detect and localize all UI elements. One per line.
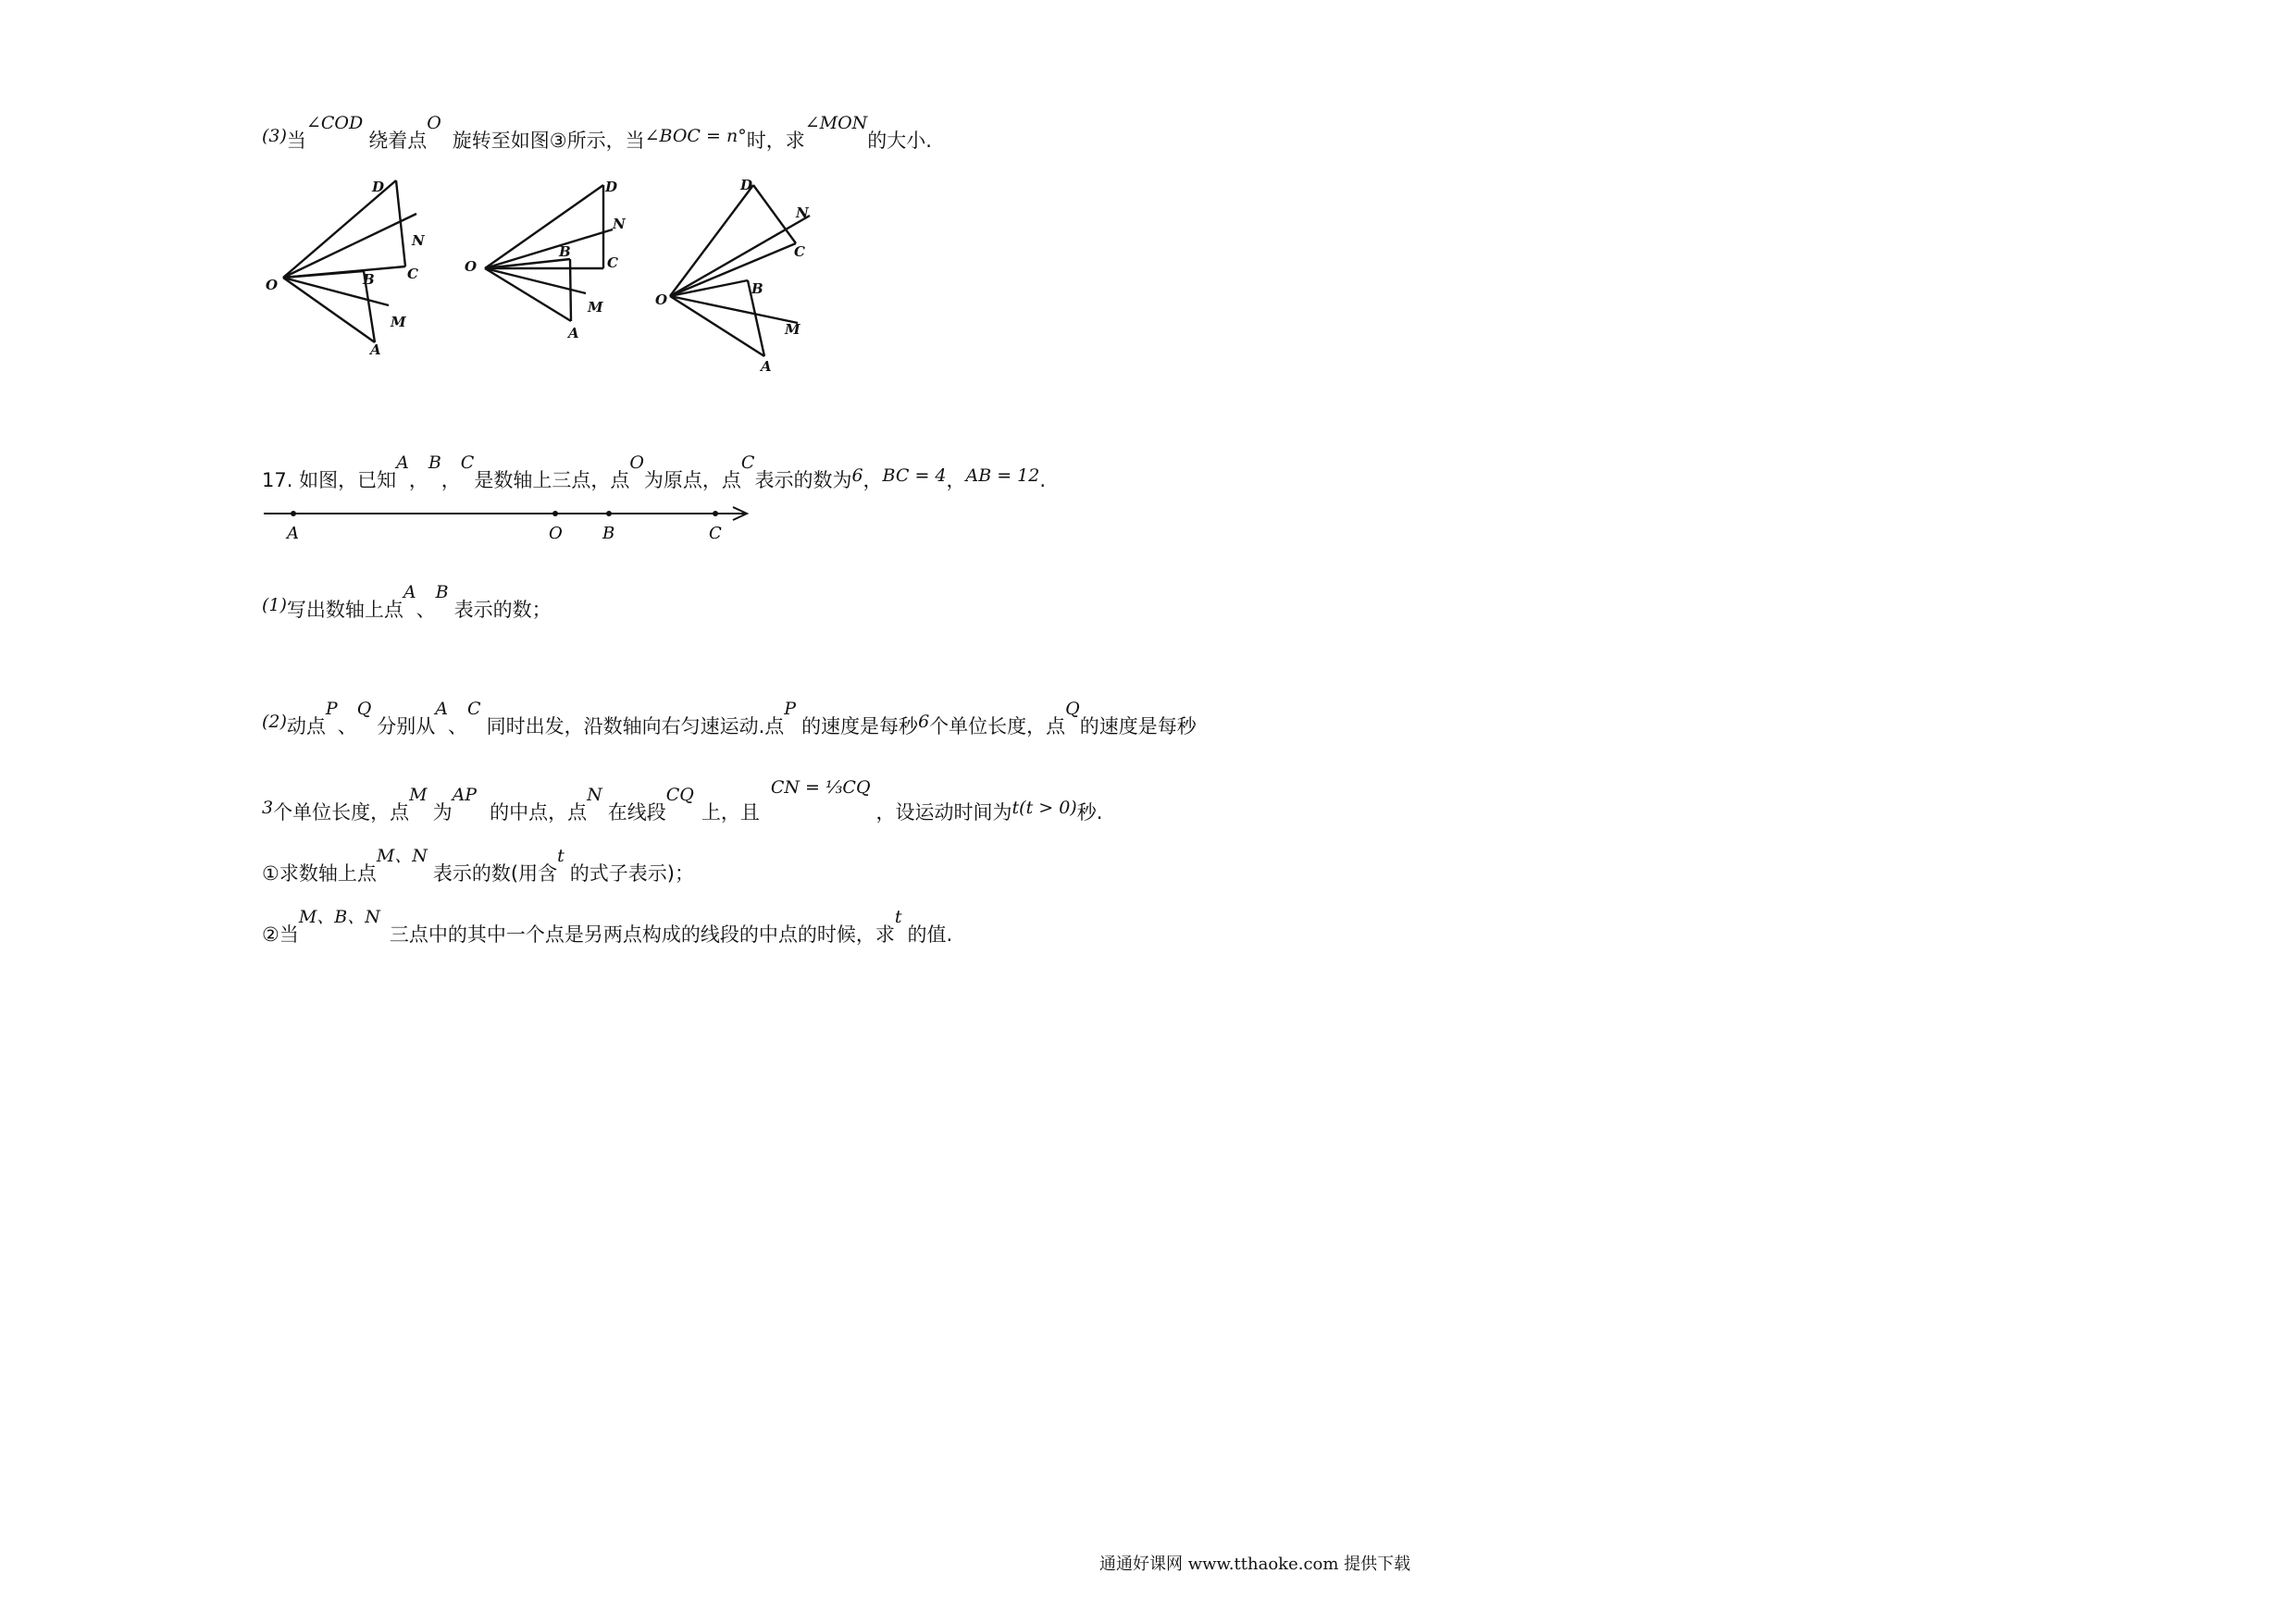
numline-label-B: B [602, 524, 615, 543]
label-D1: D [372, 179, 385, 195]
label-N2: N [613, 216, 626, 232]
part-label: (3) [262, 126, 287, 146]
point-O [552, 511, 558, 516]
point-C [713, 511, 718, 516]
label-M2: M [588, 299, 603, 316]
point-B [606, 511, 612, 516]
label-O2: O [465, 258, 478, 275]
label-B1: B [363, 271, 375, 288]
label-B2: B [559, 243, 571, 260]
q16-part3: (3)当∠COD绕着点O旋转至如图③所示，当∠BOC = n°时，求∠MON的大小. [262, 113, 932, 152]
label-B3: B [751, 280, 763, 297]
point-A [291, 511, 296, 516]
q17-sub2: ②当M、B、N三点中的其中一个点是另两点构成的线段的中点的时候，求t的值. [262, 907, 953, 946]
label-C2: C [607, 254, 618, 271]
label-N3: N [796, 204, 809, 221]
label-O1: O [266, 277, 279, 293]
label-A3: A [761, 358, 772, 375]
label-A1: A [370, 341, 381, 358]
label-C3: C [794, 243, 805, 260]
label-N1: N [412, 232, 425, 249]
label-M1: M [391, 314, 406, 330]
geometry-figures [259, 171, 833, 379]
q17-sub1: ①求数轴上点M、N表示的数(用含t的式子表示)； [262, 846, 694, 885]
q17-part2-line1: (2)动点P、Q分别从A、C同时出发，沿数轴向右匀速运动.点P的速度是每秒6个单位长度，点Q的速度是每秒 [262, 699, 1197, 737]
label-A2: A [568, 325, 579, 341]
numline-label-O: O [549, 524, 563, 543]
label-D3: D [740, 177, 753, 193]
numline-label-C: C [709, 524, 722, 543]
label-M3: M [785, 321, 800, 338]
footer-credit: 通通好课网 www.tthaoke.com 提供下载 [1099, 1555, 1411, 1574]
label-D2: D [605, 179, 618, 195]
q17-part1: (1)写出数轴上点A、B表示的数； [262, 582, 552, 621]
q17-part2-line2: 3个单位长度，点M为AP的中点，点N在线段CQ上，且CN = ⅓CQ，设运动时间为t(t > 0)秒. [262, 777, 1103, 824]
q17-stem: 17. 如图，已知A，B，C是数轴上三点，点O为原点，点C表示的数为6，BC = 4，AB = 12. [262, 452, 1047, 491]
numline-label-A: A [287, 524, 299, 543]
label-C1: C [407, 266, 418, 282]
number-line [259, 500, 759, 546]
label-O3: O [655, 291, 668, 308]
